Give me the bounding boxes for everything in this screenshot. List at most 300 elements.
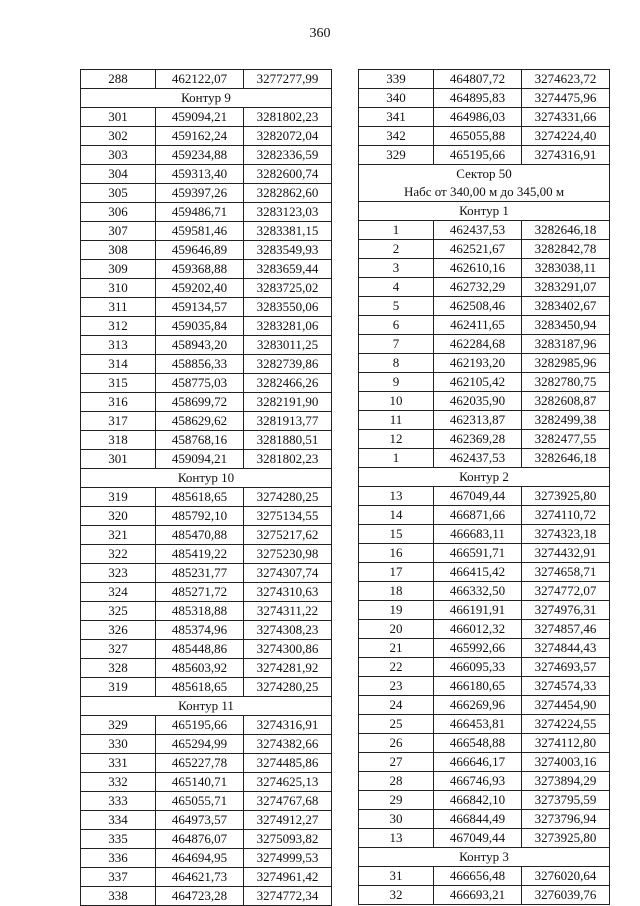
point-number-cell: 319 xyxy=(81,488,156,507)
x-coordinate-cell: 485231,77 xyxy=(156,564,244,583)
x-coordinate-cell: 464723,28 xyxy=(156,887,244,906)
x-coordinate-cell: 466842,10 xyxy=(434,791,522,810)
y-coordinate-cell: 3282466,26 xyxy=(244,374,332,393)
point-number-cell: 288 xyxy=(81,70,156,89)
point-number-cell: 325 xyxy=(81,602,156,621)
table-row xyxy=(81,830,332,849)
y-coordinate-cell: 3282739,86 xyxy=(244,355,332,374)
y-coordinate-cell: 3274311,22 xyxy=(244,602,332,621)
x-coordinate-cell: 485419,22 xyxy=(156,545,244,564)
table-row xyxy=(81,602,332,621)
point-number-cell: 21 xyxy=(359,639,434,658)
table-row xyxy=(81,621,332,640)
contour-header: Контур 1 xyxy=(359,202,610,221)
table-row xyxy=(81,887,332,906)
y-coordinate-cell: 3282191,90 xyxy=(244,393,332,412)
point-number-cell: 313 xyxy=(81,336,156,355)
y-coordinate-cell: 3274772,07 xyxy=(522,582,610,601)
x-coordinate-cell: 465195,66 xyxy=(156,716,244,735)
x-coordinate-cell: 466656,48 xyxy=(434,867,522,886)
table-row xyxy=(359,544,610,563)
y-coordinate-cell: 3283659,44 xyxy=(244,260,332,279)
y-coordinate-cell: 3274110,72 xyxy=(522,506,610,525)
table-row xyxy=(359,772,610,791)
table-row xyxy=(81,773,332,792)
table-row xyxy=(359,601,610,620)
table-row xyxy=(81,545,332,564)
x-coordinate-cell: 458629,62 xyxy=(156,412,244,431)
point-number-cell: 320 xyxy=(81,507,156,526)
table-row xyxy=(81,678,332,697)
x-coordinate-cell: 466683,11 xyxy=(434,525,522,544)
y-coordinate-cell: 3274310,63 xyxy=(244,583,332,602)
y-coordinate-cell: 3274625,13 xyxy=(244,773,332,792)
y-coordinate-cell: 3273925,80 xyxy=(522,487,610,506)
x-coordinate-cell: 467049,44 xyxy=(434,829,522,848)
point-number-cell: 301 xyxy=(81,450,156,469)
table-row xyxy=(81,165,332,184)
y-coordinate-cell: 3282072,04 xyxy=(244,127,332,146)
x-coordinate-cell: 485374,96 xyxy=(156,621,244,640)
point-number-cell: 17 xyxy=(359,563,434,582)
contour-header-row xyxy=(81,89,332,108)
x-coordinate-cell: 466269,96 xyxy=(434,696,522,715)
y-coordinate-cell: 3274300,86 xyxy=(244,640,332,659)
y-coordinate-cell: 3274454,90 xyxy=(522,696,610,715)
table-row xyxy=(81,355,332,374)
point-number-cell: 337 xyxy=(81,868,156,887)
point-number-cell: 312 xyxy=(81,317,156,336)
y-coordinate-cell: 3282780,75 xyxy=(522,373,610,392)
table-row xyxy=(81,279,332,298)
point-number-cell: 336 xyxy=(81,849,156,868)
table-row xyxy=(359,886,610,905)
point-number-cell: 326 xyxy=(81,621,156,640)
table-row xyxy=(359,582,610,601)
y-coordinate-cell: 3274382,66 xyxy=(244,735,332,754)
y-coordinate-cell: 3282336,59 xyxy=(244,146,332,165)
contour-header-row xyxy=(81,697,332,716)
table-row xyxy=(81,108,332,127)
point-number-cell: 338 xyxy=(81,887,156,906)
point-number-cell: 341 xyxy=(359,108,434,127)
x-coordinate-cell: 464694,95 xyxy=(156,849,244,868)
table-row xyxy=(81,754,332,773)
y-coordinate-cell: 3281802,23 xyxy=(244,450,332,469)
point-number-cell: 7 xyxy=(359,335,434,354)
y-coordinate-cell: 3274308,23 xyxy=(244,621,332,640)
table-row xyxy=(359,791,610,810)
table-row xyxy=(81,564,332,583)
point-number-cell: 18 xyxy=(359,582,434,601)
contour-header-row xyxy=(359,848,610,867)
point-number-cell: 2 xyxy=(359,240,434,259)
point-number-cell: 15 xyxy=(359,525,434,544)
x-coordinate-cell: 465140,71 xyxy=(156,773,244,792)
y-coordinate-cell: 3274432,91 xyxy=(522,544,610,563)
table-row xyxy=(359,89,610,108)
table-row xyxy=(359,867,610,886)
table-row xyxy=(359,506,610,525)
x-coordinate-cell: 462369,28 xyxy=(434,430,522,449)
point-number-cell: 19 xyxy=(359,601,434,620)
table-row xyxy=(359,639,610,658)
y-coordinate-cell: 3282646,18 xyxy=(522,449,610,468)
x-coordinate-cell: 485618,65 xyxy=(156,488,244,507)
point-number-cell: 340 xyxy=(359,89,434,108)
point-number-cell: 329 xyxy=(359,146,434,165)
point-number-cell: 305 xyxy=(81,184,156,203)
x-coordinate-cell: 459035,84 xyxy=(156,317,244,336)
table-row xyxy=(359,525,610,544)
point-number-cell: 304 xyxy=(81,165,156,184)
x-coordinate-cell: 465055,88 xyxy=(434,127,522,146)
table-row xyxy=(359,392,610,411)
x-coordinate-cell: 462508,46 xyxy=(434,297,522,316)
table-row xyxy=(81,241,332,260)
x-coordinate-cell: 466646,17 xyxy=(434,753,522,772)
x-coordinate-cell: 464621,73 xyxy=(156,868,244,887)
x-coordinate-cell: 459094,21 xyxy=(156,108,244,127)
x-coordinate-cell: 459134,57 xyxy=(156,298,244,317)
point-number-cell: 314 xyxy=(81,355,156,374)
x-coordinate-cell: 458943,20 xyxy=(156,336,244,355)
table-row xyxy=(359,810,610,829)
table-row xyxy=(81,583,332,602)
y-coordinate-cell: 3274623,72 xyxy=(522,70,610,89)
table-row xyxy=(359,278,610,297)
y-coordinate-cell: 3277277,99 xyxy=(244,70,332,89)
point-number-cell: 27 xyxy=(359,753,434,772)
x-coordinate-cell: 459234,88 xyxy=(156,146,244,165)
table-row xyxy=(81,336,332,355)
table-row xyxy=(81,640,332,659)
point-number-cell: 323 xyxy=(81,564,156,583)
point-number-cell: 331 xyxy=(81,754,156,773)
table-row xyxy=(81,412,332,431)
y-coordinate-cell: 3273925,80 xyxy=(522,829,610,848)
x-coordinate-cell: 465227,78 xyxy=(156,754,244,773)
x-coordinate-cell: 459094,21 xyxy=(156,450,244,469)
table-row xyxy=(81,70,332,89)
point-number-cell: 26 xyxy=(359,734,434,753)
y-coordinate-cell: 3274307,74 xyxy=(244,564,332,583)
point-number-cell: 24 xyxy=(359,696,434,715)
page-number: 360 xyxy=(309,26,331,41)
x-coordinate-cell: 485603,92 xyxy=(156,659,244,678)
y-coordinate-cell: 3273894,29 xyxy=(522,772,610,791)
table-row xyxy=(359,658,610,677)
y-coordinate-cell: 3274224,40 xyxy=(522,127,610,146)
table-row xyxy=(81,450,332,469)
y-coordinate-cell: 3274767,68 xyxy=(244,792,332,811)
x-coordinate-cell: 485271,72 xyxy=(156,583,244,602)
sector-header xyxy=(359,165,610,202)
point-number-cell: 9 xyxy=(359,373,434,392)
point-number-cell: 311 xyxy=(81,298,156,317)
point-number-cell: 321 xyxy=(81,526,156,545)
table-row xyxy=(81,260,332,279)
x-coordinate-cell: 462193,20 xyxy=(434,354,522,373)
y-coordinate-cell: 3282608,87 xyxy=(522,392,610,411)
table-row xyxy=(81,222,332,241)
point-number-cell: 302 xyxy=(81,127,156,146)
y-coordinate-cell: 3274485,86 xyxy=(244,754,332,773)
point-number-cell: 10 xyxy=(359,392,434,411)
x-coordinate-cell: 458775,03 xyxy=(156,374,244,393)
table-row xyxy=(359,316,610,335)
x-coordinate-cell: 462732,29 xyxy=(434,278,522,297)
x-coordinate-cell: 465992,66 xyxy=(434,639,522,658)
x-coordinate-cell: 459368,88 xyxy=(156,260,244,279)
x-coordinate-cell: 466180,65 xyxy=(434,677,522,696)
x-coordinate-cell: 466332,50 xyxy=(434,582,522,601)
y-coordinate-cell: 3275230,98 xyxy=(244,545,332,564)
x-coordinate-cell: 462284,68 xyxy=(434,335,522,354)
table-row xyxy=(359,297,610,316)
x-coordinate-cell: 466844,49 xyxy=(434,810,522,829)
x-coordinate-cell: 462437,53 xyxy=(434,449,522,468)
table-row xyxy=(359,734,610,753)
table-row xyxy=(81,507,332,526)
table-row xyxy=(359,677,610,696)
x-coordinate-cell: 462122,07 xyxy=(156,70,244,89)
table-row xyxy=(359,696,610,715)
table-row xyxy=(359,715,610,734)
point-number-cell: 329 xyxy=(81,716,156,735)
y-coordinate-cell: 3282477,55 xyxy=(522,430,610,449)
point-number-cell: 332 xyxy=(81,773,156,792)
x-coordinate-cell: 466591,71 xyxy=(434,544,522,563)
table-row xyxy=(81,393,332,412)
point-number-cell: 14 xyxy=(359,506,434,525)
point-number-cell: 330 xyxy=(81,735,156,754)
x-coordinate-cell: 464876,07 xyxy=(156,830,244,849)
y-coordinate-cell: 3274574,33 xyxy=(522,677,610,696)
x-coordinate-cell: 485792,10 xyxy=(156,507,244,526)
sector-altitude-range: Набс от 340,00 м до 345,00 м xyxy=(403,184,565,199)
y-coordinate-cell: 3283291,07 xyxy=(522,278,610,297)
y-coordinate-cell: 3273796,94 xyxy=(522,810,610,829)
point-number-cell: 315 xyxy=(81,374,156,393)
table-row xyxy=(359,127,610,146)
y-coordinate-cell: 3283450,94 xyxy=(522,316,610,335)
table-row xyxy=(359,753,610,772)
x-coordinate-cell: 485470,88 xyxy=(156,526,244,545)
y-coordinate-cell: 3283038,11 xyxy=(522,259,610,278)
y-coordinate-cell: 3274857,46 xyxy=(522,620,610,639)
point-number-cell: 8 xyxy=(359,354,434,373)
point-number-cell: 317 xyxy=(81,412,156,431)
table-row xyxy=(81,203,332,222)
x-coordinate-cell: 466095,33 xyxy=(434,658,522,677)
y-coordinate-cell: 3283550,06 xyxy=(244,298,332,317)
y-coordinate-cell: 3283549,93 xyxy=(244,241,332,260)
point-number-cell: 30 xyxy=(359,810,434,829)
x-coordinate-cell: 464807,72 xyxy=(434,70,522,89)
table-row xyxy=(81,792,332,811)
x-coordinate-cell: 464986,03 xyxy=(434,108,522,127)
point-number-cell: 6 xyxy=(359,316,434,335)
table-row xyxy=(359,411,610,430)
point-number-cell: 306 xyxy=(81,203,156,222)
point-number-cell: 29 xyxy=(359,791,434,810)
x-coordinate-cell: 466012,32 xyxy=(434,620,522,639)
y-coordinate-cell: 3283725,02 xyxy=(244,279,332,298)
y-coordinate-cell: 3274658,71 xyxy=(522,563,610,582)
x-coordinate-cell: 462313,87 xyxy=(434,411,522,430)
point-number-cell: 335 xyxy=(81,830,156,849)
point-number-cell: 31 xyxy=(359,867,434,886)
table-row xyxy=(359,829,610,848)
point-number-cell: 309 xyxy=(81,260,156,279)
table-row xyxy=(81,735,332,754)
point-number-cell: 328 xyxy=(81,659,156,678)
table-row xyxy=(359,449,610,468)
point-number-cell: 1 xyxy=(359,221,434,240)
x-coordinate-cell: 459397,26 xyxy=(156,184,244,203)
contour-header: Контур 3 xyxy=(359,848,610,867)
point-number-cell: 4 xyxy=(359,278,434,297)
table-row xyxy=(359,146,610,165)
x-coordinate-cell: 462610,16 xyxy=(434,259,522,278)
table-row xyxy=(359,563,610,582)
table-row xyxy=(359,221,610,240)
table-row xyxy=(81,374,332,393)
y-coordinate-cell: 3273795,59 xyxy=(522,791,610,810)
point-number-cell: 23 xyxy=(359,677,434,696)
table-row xyxy=(359,430,610,449)
y-coordinate-cell: 3274323,18 xyxy=(522,525,610,544)
y-coordinate-cell: 3283402,67 xyxy=(522,297,610,316)
y-coordinate-cell: 3275217,62 xyxy=(244,526,332,545)
table-row xyxy=(359,70,610,89)
point-number-cell: 12 xyxy=(359,430,434,449)
coordinates-table-left xyxy=(80,69,332,906)
table-row xyxy=(81,716,332,735)
table-row xyxy=(359,354,610,373)
y-coordinate-cell: 3274961,42 xyxy=(244,868,332,887)
table-row xyxy=(81,526,332,545)
x-coordinate-cell: 466746,93 xyxy=(434,772,522,791)
point-number-cell: 319 xyxy=(81,678,156,697)
x-coordinate-cell: 466693,21 xyxy=(434,886,522,905)
x-coordinate-cell: 459162,24 xyxy=(156,127,244,146)
x-coordinate-cell: 462411,65 xyxy=(434,316,522,335)
y-coordinate-cell: 3282985,96 xyxy=(522,354,610,373)
y-coordinate-cell: 3276039,76 xyxy=(522,886,610,905)
y-coordinate-cell: 3274331,66 xyxy=(522,108,610,127)
point-number-cell: 308 xyxy=(81,241,156,260)
contour-header: Контур 10 xyxy=(81,469,332,488)
y-coordinate-cell: 3274912,27 xyxy=(244,811,332,830)
x-coordinate-cell: 462035,90 xyxy=(434,392,522,411)
y-coordinate-cell: 3274772,34 xyxy=(244,887,332,906)
x-coordinate-cell: 485448,86 xyxy=(156,640,244,659)
point-number-cell: 22 xyxy=(359,658,434,677)
contour-header: Контур 11 xyxy=(81,697,332,716)
sector-title: Сектор 50 xyxy=(456,166,512,181)
table-row xyxy=(81,317,332,336)
point-number-cell: 322 xyxy=(81,545,156,564)
x-coordinate-cell: 464973,57 xyxy=(156,811,244,830)
x-coordinate-cell: 466453,81 xyxy=(434,715,522,734)
y-coordinate-cell: 3281913,77 xyxy=(244,412,332,431)
y-coordinate-cell: 3281880,51 xyxy=(244,431,332,450)
sector-header-row xyxy=(359,165,610,202)
y-coordinate-cell: 3282842,78 xyxy=(522,240,610,259)
y-coordinate-cell: 3274281,92 xyxy=(244,659,332,678)
y-coordinate-cell: 3282646,18 xyxy=(522,221,610,240)
table-row xyxy=(359,240,610,259)
x-coordinate-cell: 462105,42 xyxy=(434,373,522,392)
point-number-cell: 5 xyxy=(359,297,434,316)
point-number-cell: 333 xyxy=(81,792,156,811)
table-row xyxy=(359,259,610,278)
point-number-cell: 1 xyxy=(359,449,434,468)
x-coordinate-cell: 459202,40 xyxy=(156,279,244,298)
table-row xyxy=(81,431,332,450)
y-coordinate-cell: 3274976,31 xyxy=(522,601,610,620)
y-coordinate-cell: 3275134,55 xyxy=(244,507,332,526)
point-number-cell: 11 xyxy=(359,411,434,430)
y-coordinate-cell: 3283187,96 xyxy=(522,335,610,354)
y-coordinate-cell: 3274316,91 xyxy=(522,146,610,165)
x-coordinate-cell: 465055,71 xyxy=(156,792,244,811)
x-coordinate-cell: 459646,89 xyxy=(156,241,244,260)
table-row xyxy=(359,620,610,639)
point-number-cell: 316 xyxy=(81,393,156,412)
point-number-cell: 25 xyxy=(359,715,434,734)
x-coordinate-cell: 467049,44 xyxy=(434,487,522,506)
point-number-cell: 32 xyxy=(359,886,434,905)
point-number-cell: 13 xyxy=(359,829,434,848)
y-coordinate-cell: 3274844,43 xyxy=(522,639,610,658)
point-number-cell: 339 xyxy=(359,70,434,89)
table-row xyxy=(81,298,332,317)
point-number-cell: 342 xyxy=(359,127,434,146)
x-coordinate-cell: 462437,53 xyxy=(434,221,522,240)
x-coordinate-cell: 458768,16 xyxy=(156,431,244,450)
y-coordinate-cell: 3281802,23 xyxy=(244,108,332,127)
x-coordinate-cell: 459313,40 xyxy=(156,165,244,184)
y-coordinate-cell: 3274316,91 xyxy=(244,716,332,735)
y-coordinate-cell: 3282600,74 xyxy=(244,165,332,184)
x-coordinate-cell: 466548,88 xyxy=(434,734,522,753)
y-coordinate-cell: 3282499,38 xyxy=(522,411,610,430)
point-number-cell: 20 xyxy=(359,620,434,639)
table-row xyxy=(359,108,610,127)
point-number-cell: 334 xyxy=(81,811,156,830)
point-number-cell: 16 xyxy=(359,544,434,563)
y-coordinate-cell: 3283381,15 xyxy=(244,222,332,241)
y-coordinate-cell: 3274693,57 xyxy=(522,658,610,677)
y-coordinate-cell: 3274280,25 xyxy=(244,488,332,507)
point-number-cell: 28 xyxy=(359,772,434,791)
contour-header: Контур 2 xyxy=(359,468,610,487)
point-number-cell: 3 xyxy=(359,259,434,278)
y-coordinate-cell: 3282862,60 xyxy=(244,184,332,203)
x-coordinate-cell: 464895,83 xyxy=(434,89,522,108)
x-coordinate-cell: 466415,42 xyxy=(434,563,522,582)
x-coordinate-cell: 466191,91 xyxy=(434,601,522,620)
table-row xyxy=(81,868,332,887)
table-row xyxy=(81,184,332,203)
point-number-cell: 310 xyxy=(81,279,156,298)
x-coordinate-cell: 466871,66 xyxy=(434,506,522,525)
point-number-cell: 327 xyxy=(81,640,156,659)
x-coordinate-cell: 462521,67 xyxy=(434,240,522,259)
